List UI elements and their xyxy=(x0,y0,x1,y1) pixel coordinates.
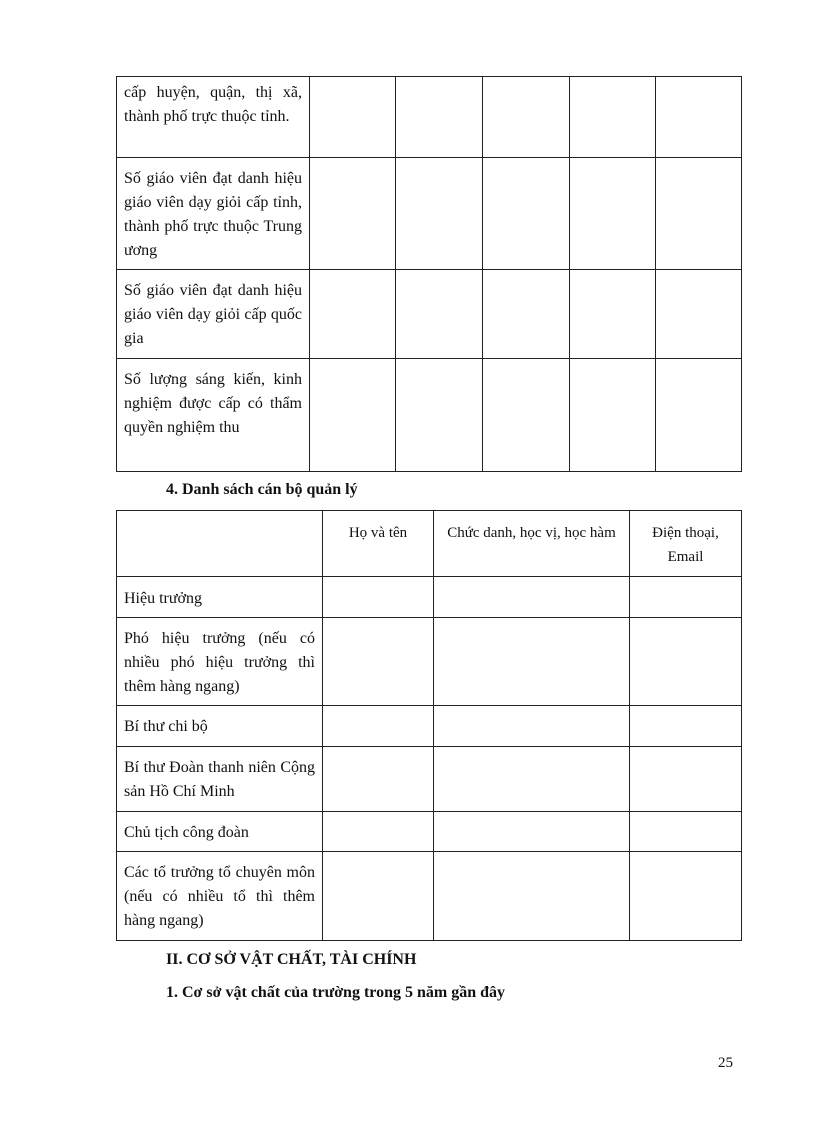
empty-cell xyxy=(396,270,483,359)
row-label: Số giáo viên đạt danh hiệu giáo viên dạy giỏi cấp tỉnh, thành phố trực thuộc Trung ương xyxy=(124,170,302,259)
empty-cell xyxy=(323,812,434,852)
empty-cell xyxy=(434,706,630,747)
table-row xyxy=(117,812,742,852)
row-label: Bí thư Đoàn thanh niên Cộng sản Hồ Chí Minh xyxy=(124,759,315,800)
table-row xyxy=(117,158,742,270)
row-label-cell xyxy=(117,852,323,941)
row-label: Số giáo viên đạt danh hiệu giáo viên dạy giỏi cấp quốc gia xyxy=(124,282,302,347)
table-row xyxy=(117,270,742,359)
row-label-cell xyxy=(117,706,323,747)
row-label: Các tổ trưởng tổ chuyên môn (nếu có nhiều tổ thì thêm hàng ngang) xyxy=(124,864,315,929)
table-row xyxy=(117,706,742,747)
empty-cell xyxy=(483,158,570,270)
empty-cell xyxy=(630,706,742,747)
row-label: Bí thư chi bộ xyxy=(124,718,208,735)
page-number: 25 xyxy=(718,1055,733,1071)
empty-cell xyxy=(396,158,483,270)
empty-cell xyxy=(570,270,656,359)
row-label-cell xyxy=(117,77,310,158)
teacher-stats-table xyxy=(116,76,742,472)
section-4-heading: 4. Danh sách cán bộ quản lý xyxy=(166,481,358,498)
empty-cell xyxy=(570,158,656,270)
empty-cell xyxy=(630,747,742,812)
row-label-cell xyxy=(117,618,323,706)
empty-cell xyxy=(310,158,396,270)
empty-cell xyxy=(656,270,742,359)
table-row xyxy=(117,359,742,472)
empty-cell xyxy=(396,359,483,472)
header-title-degree: Chức danh, học vị, học hàm xyxy=(447,525,616,541)
empty-cell xyxy=(310,77,396,158)
table-row xyxy=(117,577,742,618)
empty-cell xyxy=(630,852,742,941)
empty-cell xyxy=(434,618,630,706)
empty-cell xyxy=(656,77,742,158)
row-label-cell xyxy=(117,812,323,852)
empty-cell xyxy=(483,359,570,472)
header-cell-contact xyxy=(630,511,742,577)
row-label-cell xyxy=(117,577,323,618)
subsection-1-heading: 1. Cơ sở vật chất của trường trong 5 năm gần đây xyxy=(166,984,506,1001)
empty-cell xyxy=(570,359,656,472)
empty-cell xyxy=(630,618,742,706)
empty-cell xyxy=(396,77,483,158)
empty-cell xyxy=(483,270,570,359)
header-cell-title xyxy=(434,511,630,577)
table-header-row xyxy=(117,511,742,577)
header-empty-cell xyxy=(117,511,323,577)
empty-cell xyxy=(310,359,396,472)
table-row xyxy=(117,77,742,158)
empty-cell xyxy=(483,77,570,158)
row-label: cấp huyện, quận, thị xã, thành phố trực thuộc tỉnh. xyxy=(124,84,302,125)
empty-cell xyxy=(434,852,630,941)
section-II-heading: II. CƠ SỞ VẬT CHẤT, TÀI CHÍNH xyxy=(166,951,417,968)
empty-cell xyxy=(434,747,630,812)
header-cell-name xyxy=(323,511,434,577)
empty-cell xyxy=(323,577,434,618)
header-blank xyxy=(117,511,322,521)
empty-cell xyxy=(434,812,630,852)
empty-cell xyxy=(310,270,396,359)
row-label-cell xyxy=(117,270,310,359)
management-staff-table xyxy=(116,510,742,941)
table-row xyxy=(117,852,742,941)
empty-cell xyxy=(656,359,742,472)
table-row xyxy=(117,747,742,812)
row-label-cell xyxy=(117,747,323,812)
empty-cell xyxy=(323,706,434,747)
row-label-cell xyxy=(117,158,310,270)
row-label: Hiệu trưởng xyxy=(124,590,203,607)
empty-cell xyxy=(323,747,434,812)
row-label: Số lượng sáng kiến, kinh nghiệm được cấp có thẩm quyền nghiệm thu xyxy=(124,371,302,436)
row-label-cell xyxy=(117,359,310,472)
table-row xyxy=(117,618,742,706)
empty-cell xyxy=(656,158,742,270)
row-label: Phó hiệu trưởng (nếu có nhiều phó hiệu trưởng thì thêm hàng ngang) xyxy=(124,630,315,695)
header-phone-email: Điện thoại, Email xyxy=(652,525,719,565)
header-full-name: Họ và tên xyxy=(348,525,408,541)
empty-cell xyxy=(323,852,434,941)
empty-cell xyxy=(434,577,630,618)
empty-cell xyxy=(630,577,742,618)
empty-cell xyxy=(323,618,434,706)
empty-cell xyxy=(570,77,656,158)
row-label: Chủ tịch công đoàn xyxy=(124,824,249,841)
empty-cell xyxy=(630,812,742,852)
